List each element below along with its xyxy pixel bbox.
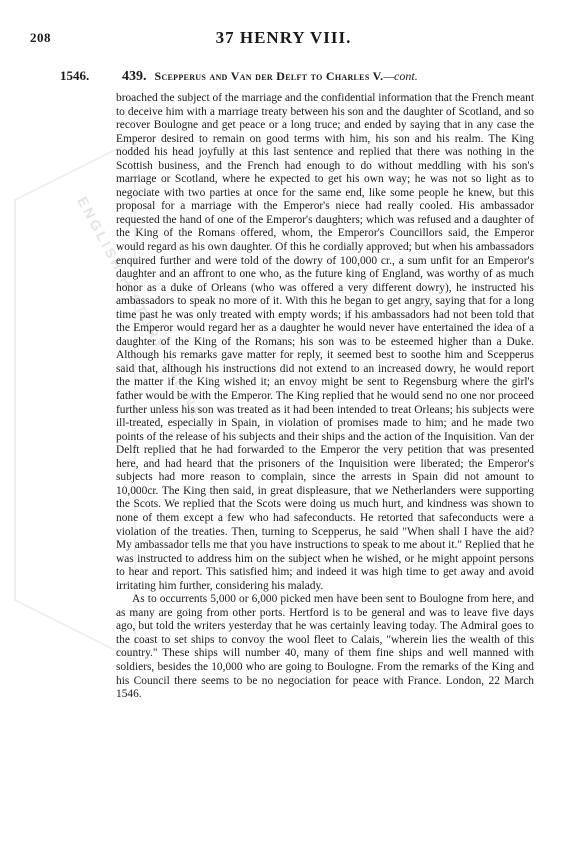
document-body [116, 92, 534, 702]
page-number: 208 [30, 30, 51, 45]
watermark-text: ENGLISH HISTORY ONLINE [74, 193, 206, 423]
entry-number: 439. [122, 69, 147, 84]
year-marker: 1546. [60, 68, 90, 83]
entry-continued: —cont. [383, 69, 418, 83]
paragraph: As to occurrents 5,000 or 6,000 picked men have been sent to Boulogne from here, and as many are going from other ports. Hertford is to be general and was to leave five days ago, but told the writers yesterday that he was certainly leaving today. The Admiral goes to the coast to set ships to convoy the wool fleet to Calais, "wherein lies the wealth of this country." These ships will number 40, many of them fine ships and well manned with soldiers, besides the 10,000 who are going to Boulogne. From the remarks of the King and his Council there seems to be no negociation for peace with France. London, 22 March 1546. [116, 593, 534, 701]
running-title: 37 HENRY VIII. [215, 28, 352, 47]
entry-header [122, 69, 418, 85]
entry-title: Scepperus and Van der Delft to Charles V. [154, 69, 384, 83]
paragraph: broached the subject of the marriage and the confidential information that the French meant to deceive him with a marriage treaty between his son and the daughter of Scotland, and so recover Boulogne and get peace or a long truce; and ended by saying that in any case the Emperor desired to remain on good terms with him, his son and his realm. The King nodded his head joyfully at this last sentence and replied that there was nothing in the Scottish business, and the French had enough to do without meddling with his son's marriage or Scotland, where he expected to get his own way; he was not so light as to negociate with two parties at once for the same end, like some people he knew, but this proposal for a marriage with the Emperor's niece had really cooled. His ambassador requested the hand of one of the Emperor's daughters; which was refused and a daughter of the King of the Romans offered, whom, the Emperor's Councillors said, the Emperor would regard as his own daughter. Of this he cordially approved; but when his ambassadors enquired further and were told of the dowry of 100,000 cr., a sum unfit for an Emperor's daughter and an affront to one who, as the future king of England, was worthy of as much honor as a duke of Orleans (who was offered a very different dowry), he instructed his ambassadors to speak no more of it. With this he began to get angry, saying that for a long time past he was only treated with empty words; if his ambassadors had not been told that the Emperor would regard her as a daughter he would never have entertained the idea of a daughter of the King of the Romans; his son was to be esteemed higher than a Duke. Although his remarks gave matter for reply, it seemed best to soothe him and Scepperus said that, although his instructions did not extend to an increased dowry, he would report the matter if the King wished it; an envoy might be sent to Regensburg where the girl's father would be with the Emperor. The King replied that he would send no one nor proceed further unless his son was treated as it had been intended to treat Orleans; his subjects were ill-treated, especially in Spain, in violation of promises made to him; and he made two points of the release of his subjects and their ships and the action of the Inquisition. Van der Delft replied that he had forwarded to the Emperor the very petition that was presented here, and had heard that the prisoners of the Inquisition were liberated; the Emperor's subjects had more reason to complain, since the arrests in Spain did not amount to 10,000cr. The King then said, in great displeasure, that we Netherlanders were supporting the Scots. We replied that the Scots were doing us much hurt, and kindness was shown to none of them except a few who had safeconducts. He retorted that safeconducts were a violation of the treaties. Then, turning to Scepperus, he said "When shall I have the aid? My ambassador tells me that you have instructions to speak to me about it." Replied that he was instructed to address him on the subject when he wished, or he might appoint persons to hear and report. This satisfied him; and indeed it was high time to get away and avoid irritating him further, considering his malady. [116, 92, 534, 592]
